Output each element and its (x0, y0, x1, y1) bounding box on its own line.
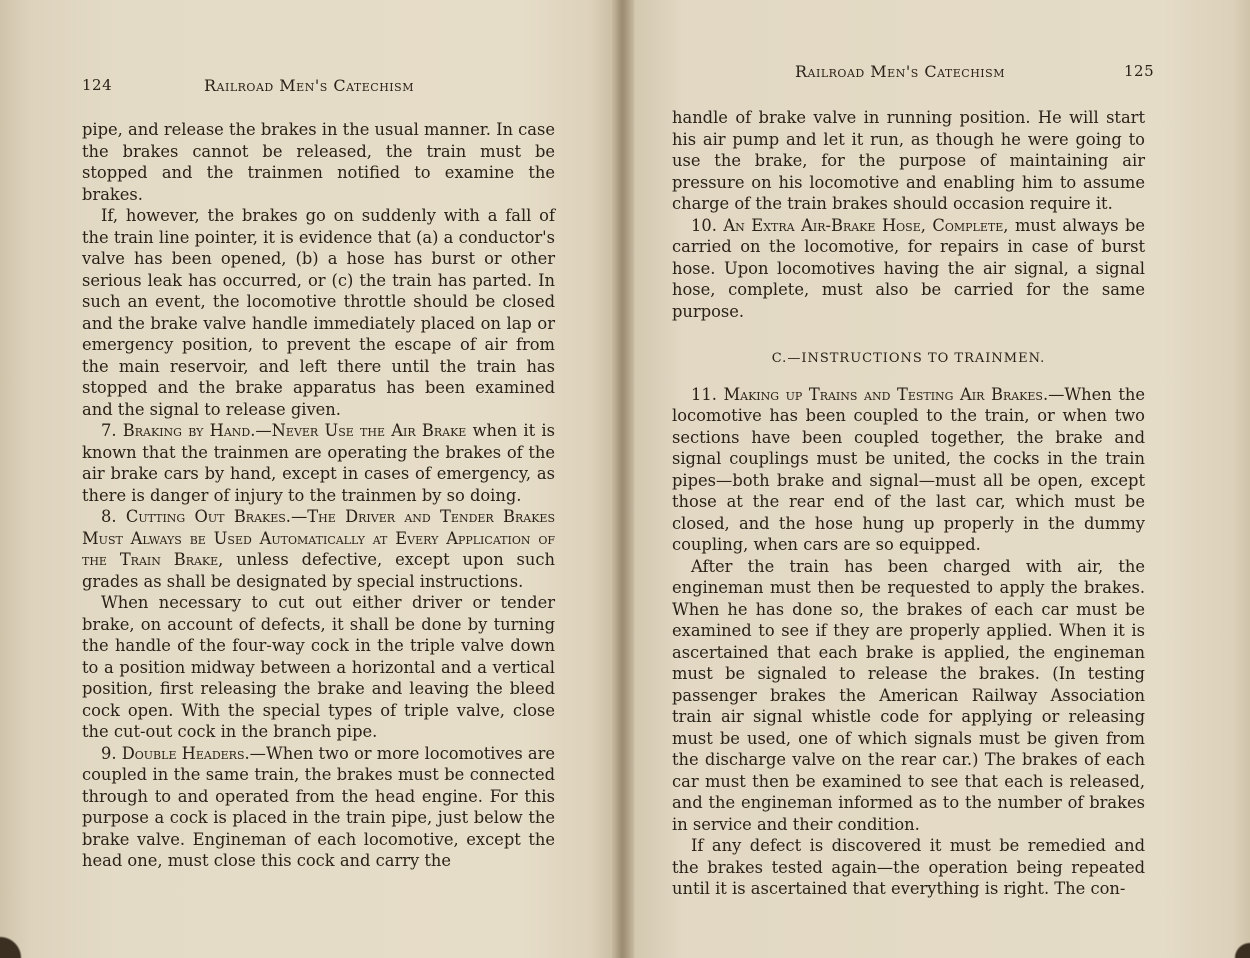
paragraph: pipe, and release the brakes in the usual manner. In case the brakes cannot be released, the train must be stopped and the trainmen notified to examine the brakes. (82, 120, 555, 204)
paragraph-rule-11 (672, 384, 1145, 556)
paragraph: If, however, the brakes go on suddenly with a fall of the train line pointer, it is evidence that (a) a conductor's valve has been opened, (b) a hose has burst or other serious leak has occurred, or (c) the train has parted. In such an event, the locomotive throttle should be closed and the brake valve handle immediately placed on lap or emergency position, to prevent the escape of air from the main reservoir, and left there until the train has stopped and the brake apparatus has been examined and the signal to release given. (82, 206, 555, 419)
paragraph-rule-9 (82, 743, 555, 872)
left-body-text (82, 119, 555, 872)
rule-text: must always be carried on the locomotive, for repairs in case of burst hose. Upon locomotives having the air signal, a signal hose, complete, must also be carried for the same purpose. (672, 215, 1146, 321)
paragraph-rule-10 (672, 215, 1145, 323)
rule-text: When the locomotive has been coupled to the train, or when two sections have been coupled together, the brake and signal couplings must be united, the cocks in the train pipes—both brake and signal—must all be open, except those at the rear end of the last car, which must be closed, and the hose hung up properly in the dummy coupling, when cars are so equipped. (672, 384, 1145, 554)
rule-text: unless defective, except upon such grades as shall be designated by special instructions. (82, 550, 555, 591)
paragraph: If any defect is discovered it must be remedied and the brakes tested again—the operation being repeated until it is ascertained that everything is right. The con- (672, 836, 1145, 898)
running-title: Railroad Men's Catechism (795, 62, 1005, 81)
paragraph: After the train has been charged with air, the engineman must then be requested to apply the brakes. When he has done so, the brakes of each car must be examined to see if they are properly applied. When it is ascertained that each brake is applied, the engineman must be signaled to release the brakes. (In testing passenger brakes the American Railway Association train air signal whistle code for applying or releasing must be used, one of which signals must be given from the discharge valve on the rear car.) The brakes of each car must then be examined to see that each is released, and the engineman informed as to the number of brakes in service and their condition. (672, 556, 1145, 834)
page-number: 125 (1124, 62, 1155, 80)
rule-heading: 11. Making up Trains and Testing Air Brakes.— (691, 384, 1065, 404)
rule-text: When two or more locomotives are coupled in the same train, the brakes must be connected through to and operated from the head engine. For this purpose a cock is placed in the train pipe, just below the brake valve. Engineman of each locomotive, except the head one, must close this cock and carry the (82, 743, 555, 870)
right-body-text (672, 107, 1145, 900)
rule-heading: 7. Braking by Hand.—Never Use the Air Brake (101, 421, 467, 440)
section-title: C.—INSTRUCTIONS TO TRAINMEN. (771, 351, 1046, 366)
rule-heading: 10. An Extra Air-Brake Hose, Complete, (691, 215, 1009, 235)
rule-heading: 8. Cutting Out Brakes.—The Driver and Tender Brakes Must Always be Used Automatically at Every Application of the Train Brake, (82, 507, 555, 569)
rule-heading: 9. Double Headers.— (101, 743, 266, 763)
paragraph: When necessary to cut out either driver or tender brake, on account of defects, it shall be done by turning the handle of the four-way cock in the triple valve down to a position midway between a horizontal and a vertical position, first releasing the brake and leaving the bleed cock open. With the special types of triple valve, close the cut-out cock in the branch pipe. (82, 593, 555, 741)
paragraph: handle of brake valve in running position. He will start his air pump and let it run, as though he were going to use the brake, for the purpose of maintaining air pressure on his locomotive and enabling him to assume charge of the train brakes should occasion require it. (672, 108, 1145, 213)
running-title: Railroad Men's Catechism (204, 76, 414, 95)
cover-corner-right (1228, 928, 1250, 958)
paragraph-rule-7 (82, 420, 555, 506)
left-page (0, 0, 622, 958)
cover-corner-left (0, 918, 30, 958)
right-page (622, 0, 1250, 958)
paragraph-rule-8 (82, 506, 555, 592)
rule-text: when it is known that the trainmen are operating the brakes of the air brake cars by hand, except in cases of emergency, as there is danger of injury to the trainmen by so doing. (82, 421, 555, 505)
page-number: 124 (82, 76, 113, 94)
book-gutter (612, 0, 634, 958)
